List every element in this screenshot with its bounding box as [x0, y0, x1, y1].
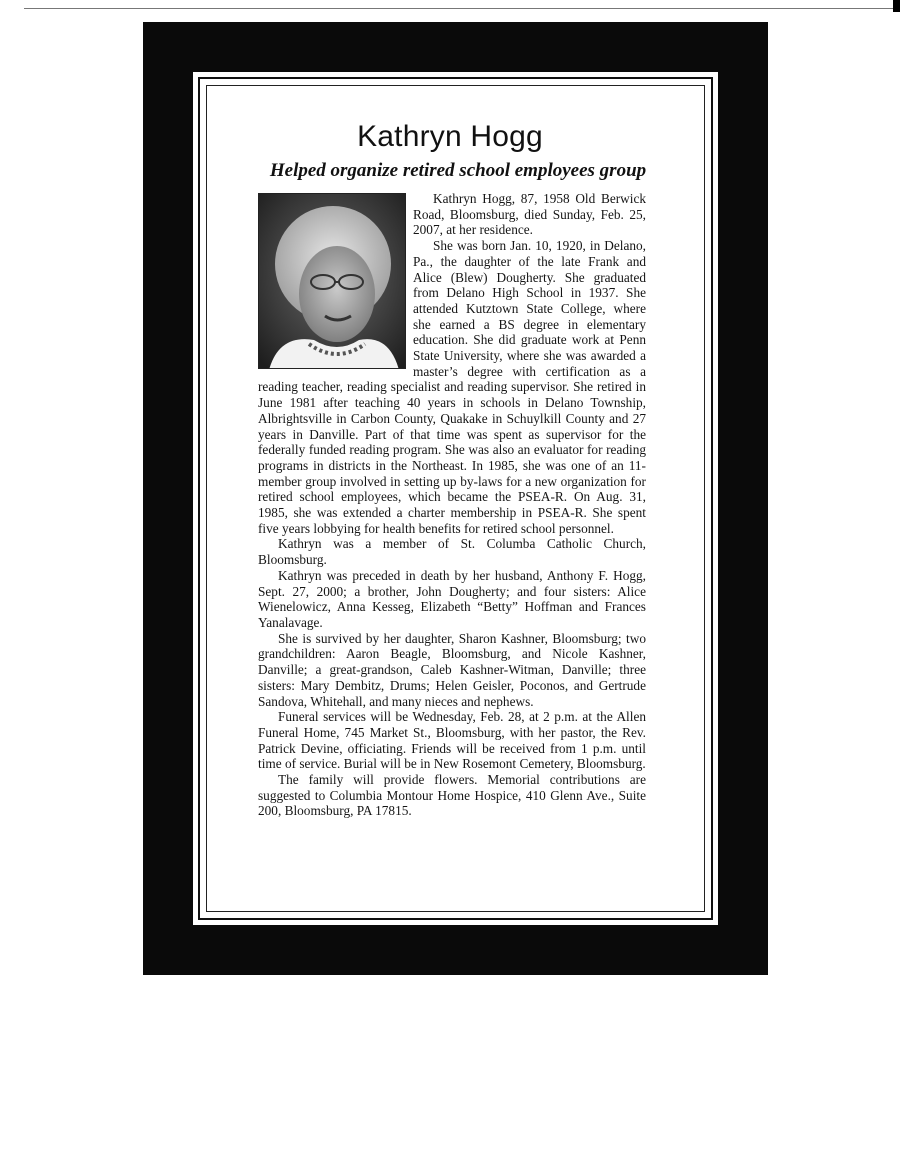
scan-edge-line: [24, 8, 900, 13]
paragraph-church: Kathryn was a member of St. Columba Catholic Church, Bloomsburg.: [258, 536, 646, 568]
obituary-body: [258, 191, 646, 819]
paragraph-intro: Kathryn Hogg, 87, 1958 Old Berwick Road, Bloomsburg, died Sunday, Feb. 25, 2007, at her residence.: [413, 191, 646, 238]
obituary-headline: Helped organize retired school employees group: [269, 160, 647, 181]
scan-edge-mark: [893, 0, 900, 12]
paragraph-biography: She was born Jan. 10, 1920, in Delano, Pa., the daughter of the late Frank and Alice (Blew) Dougherty. She graduated from Delano High School in 1937. She attended Kutztown State College, where she earned a BS degree in elementary education. She did graduate work at Penn State University, where she was awarded a master’s degree with certification as a reading teacher, reading specialist and reading supervisor. She retired in June 1981 after teaching 40 years in schools in Delano Township, Albrightsville in Carbon County, Quakake in Schuylkill County and 27 years in Danville. Part of that time was spent as supervisor for the federally funded reading program. She was also an evaluator for reading programs in districts in the Northeast. In 1985, she was one of an 11-member group involved in setting up by-laws for a new organization for retired school employees, which became the PSEA-R. On Aug. 31, 1985, she was extended a charter membership in PSEA-R. She spent five years lobbying for health benefits for retired school personnel.: [258, 238, 646, 536]
paragraph-preceded: Kathryn was preceded in death by her husband, Anthony F. Hogg, Sept. 27, 2000; a brother, John Dougherty; and four sisters: Alice Wienelowicz, Anna Kesseg, Elizabeth “Betty” Hoffman and Frances Yanalavage.: [258, 567, 646, 630]
paragraph-services: Funeral services will be Wednesday, Feb. 28, at 2 p.m. at the Allen Funeral Home, 745 Market St., Bloomsburg, with her pastor, the Rev. Patrick Devine, officiating. Friends will be received from 1 p.m. until time of service. Burial will be in New Rosemont Cemetery, Bloomsburg.: [258, 709, 646, 772]
obituary-name: Kathryn Hogg: [357, 120, 543, 153]
photo-wrap-space: [258, 191, 413, 370]
paragraph-memorials: The family will provide flowers. Memorial contributions are suggested to Columbia Montour Home Hospice, 410 Glenn Ave., Suite 200, Bloomsburg, PA 17815.: [258, 772, 646, 819]
paragraph-survivors: She is survived by her daughter, Sharon Kashner, Bloomsburg; two grandchildren: Aaron Beagle, Bloomsburg, and Nicole Kashner, Danville; a great-grandson, Caleb Kashner-Witman, Danville; three sisters: Mary Dembitz, Drums; Helen Geisler, Poconos, and Gertrude Sandova, Whitehall, and many nieces and nephews.: [258, 630, 646, 709]
